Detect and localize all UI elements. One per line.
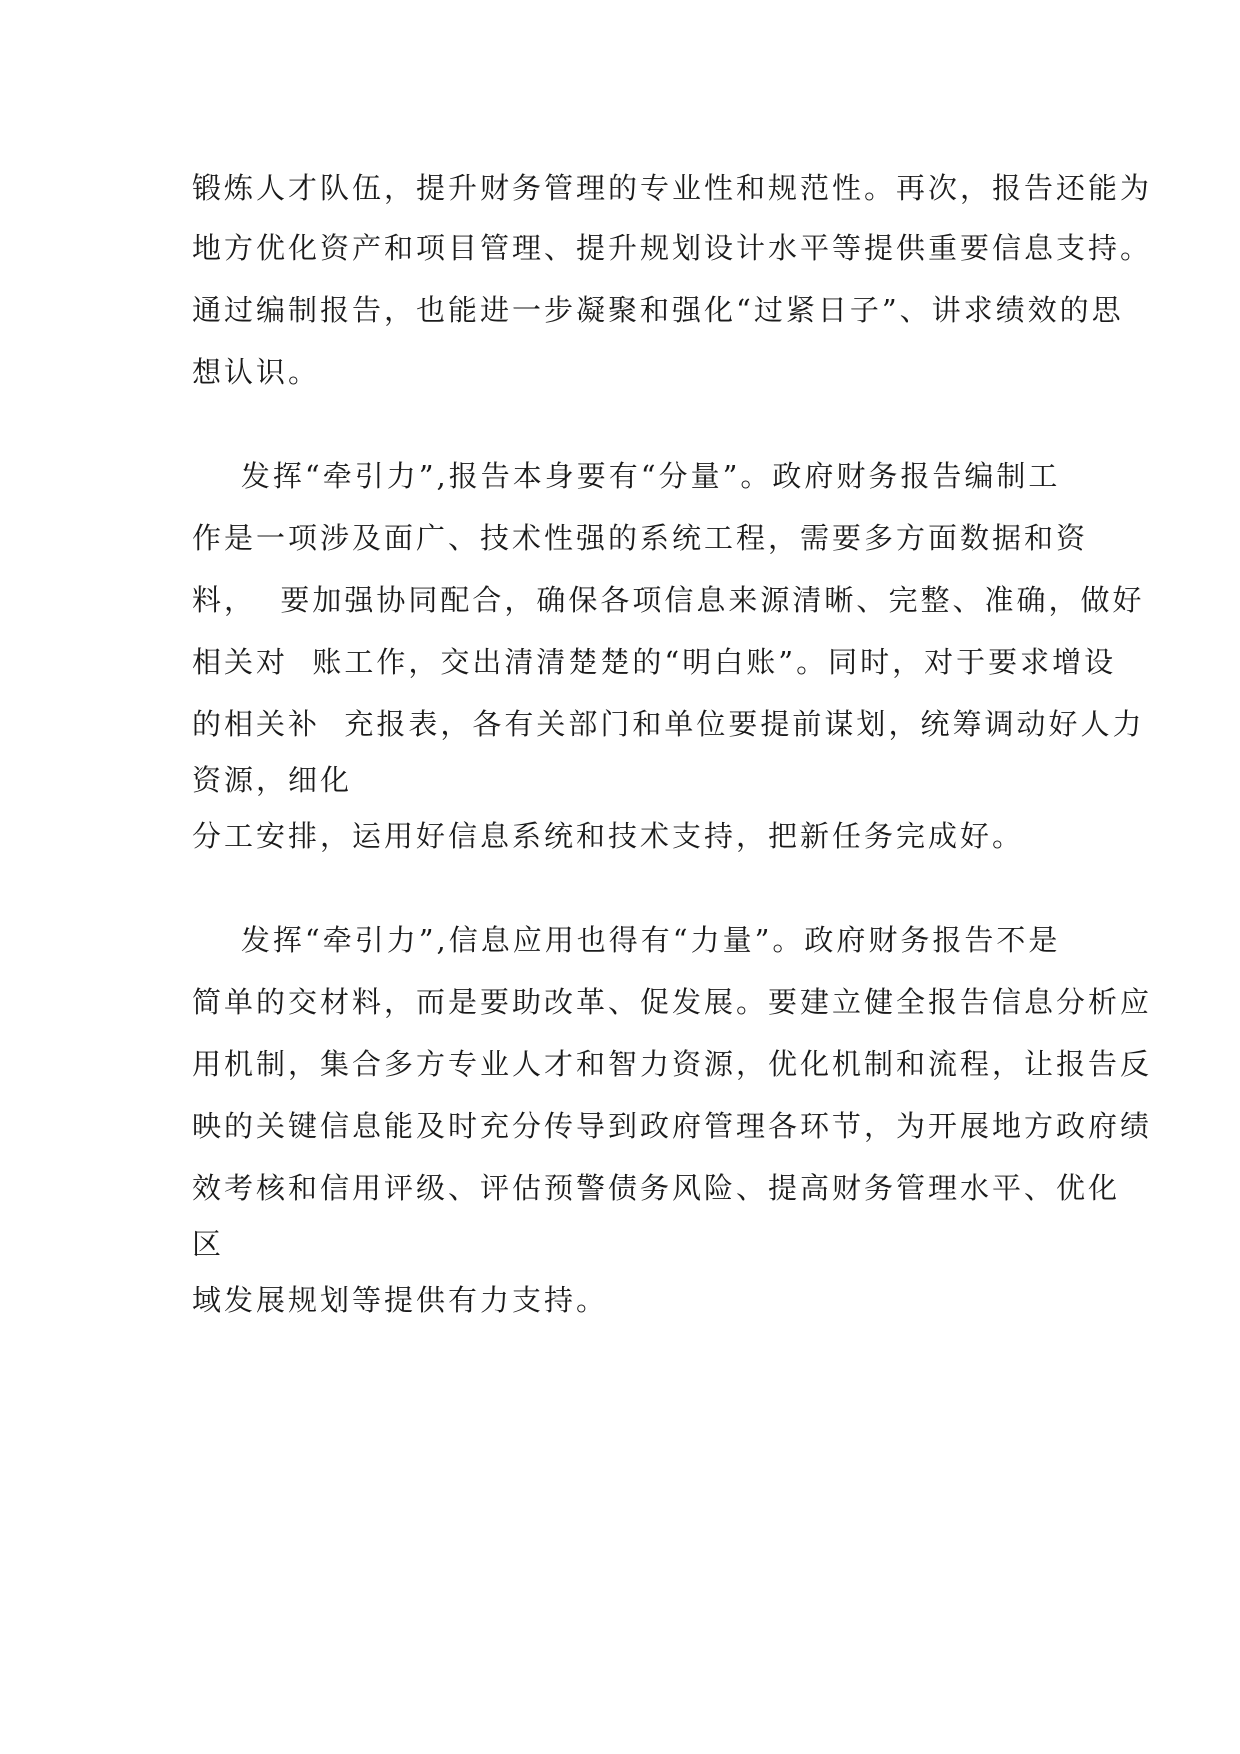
- text-line: 发挥“牵引力”,报告本身要有“分量”。政府财务报告编制工: [192, 459, 1061, 493]
- text-line: 区: [192, 1227, 225, 1261]
- text-line: 相关对 账工作，交出清清楚楚的“明白账”。同时，对于要求增设: [192, 645, 1117, 679]
- text-line: 映的关键信息能及时充分传导到政府管理各环节，为开展地方政府绩: [192, 1109, 1153, 1143]
- text-line: 用机制，集合多方专业人才和智力资源，优化机制和流程，让报告反: [192, 1047, 1153, 1081]
- text-line: 发挥“牵引力”,信息应用也得有“力量”。政府财务报告不是: [192, 923, 1061, 957]
- text-line: 锻炼人才队伍，提升财务管理的专业性和规范性。再次，报告还能为: [192, 171, 1153, 205]
- text-line: 地方优化资产和项目管理、提升规划设计水平等提供重要信息支持。: [192, 231, 1153, 265]
- text-line: 简单的交材料，而是要助改革、促发展。要建立健全报告信息分析应: [192, 985, 1153, 1019]
- text-line: 分工安排，运用好信息系统和技术支持，把新任务完成好。: [192, 819, 1025, 853]
- text-line: 域发展规划等提供有力支持。: [192, 1283, 609, 1317]
- text-line: 资源，细化: [192, 763, 353, 797]
- text-line: 效考核和信用评级、评估预警债务风险、提高财务管理水平、优化: [192, 1171, 1121, 1205]
- text-line: 通过编制报告，也能进一步凝聚和强化“过紧日子”、讲求绩效的思: [192, 293, 1124, 327]
- text-line: 的相关补 充报表，各有关部门和单位要提前谋划，统筹调动好人力: [192, 707, 1145, 741]
- text-line: 想认识。: [192, 355, 321, 389]
- text-line: 作是一项涉及面广、技术性强的系统工程，需要多方面数据和资: [192, 521, 1089, 555]
- text-line: 料， 要加强协同配合，确保各项信息来源清晰、完整、准确，做好: [192, 583, 1145, 617]
